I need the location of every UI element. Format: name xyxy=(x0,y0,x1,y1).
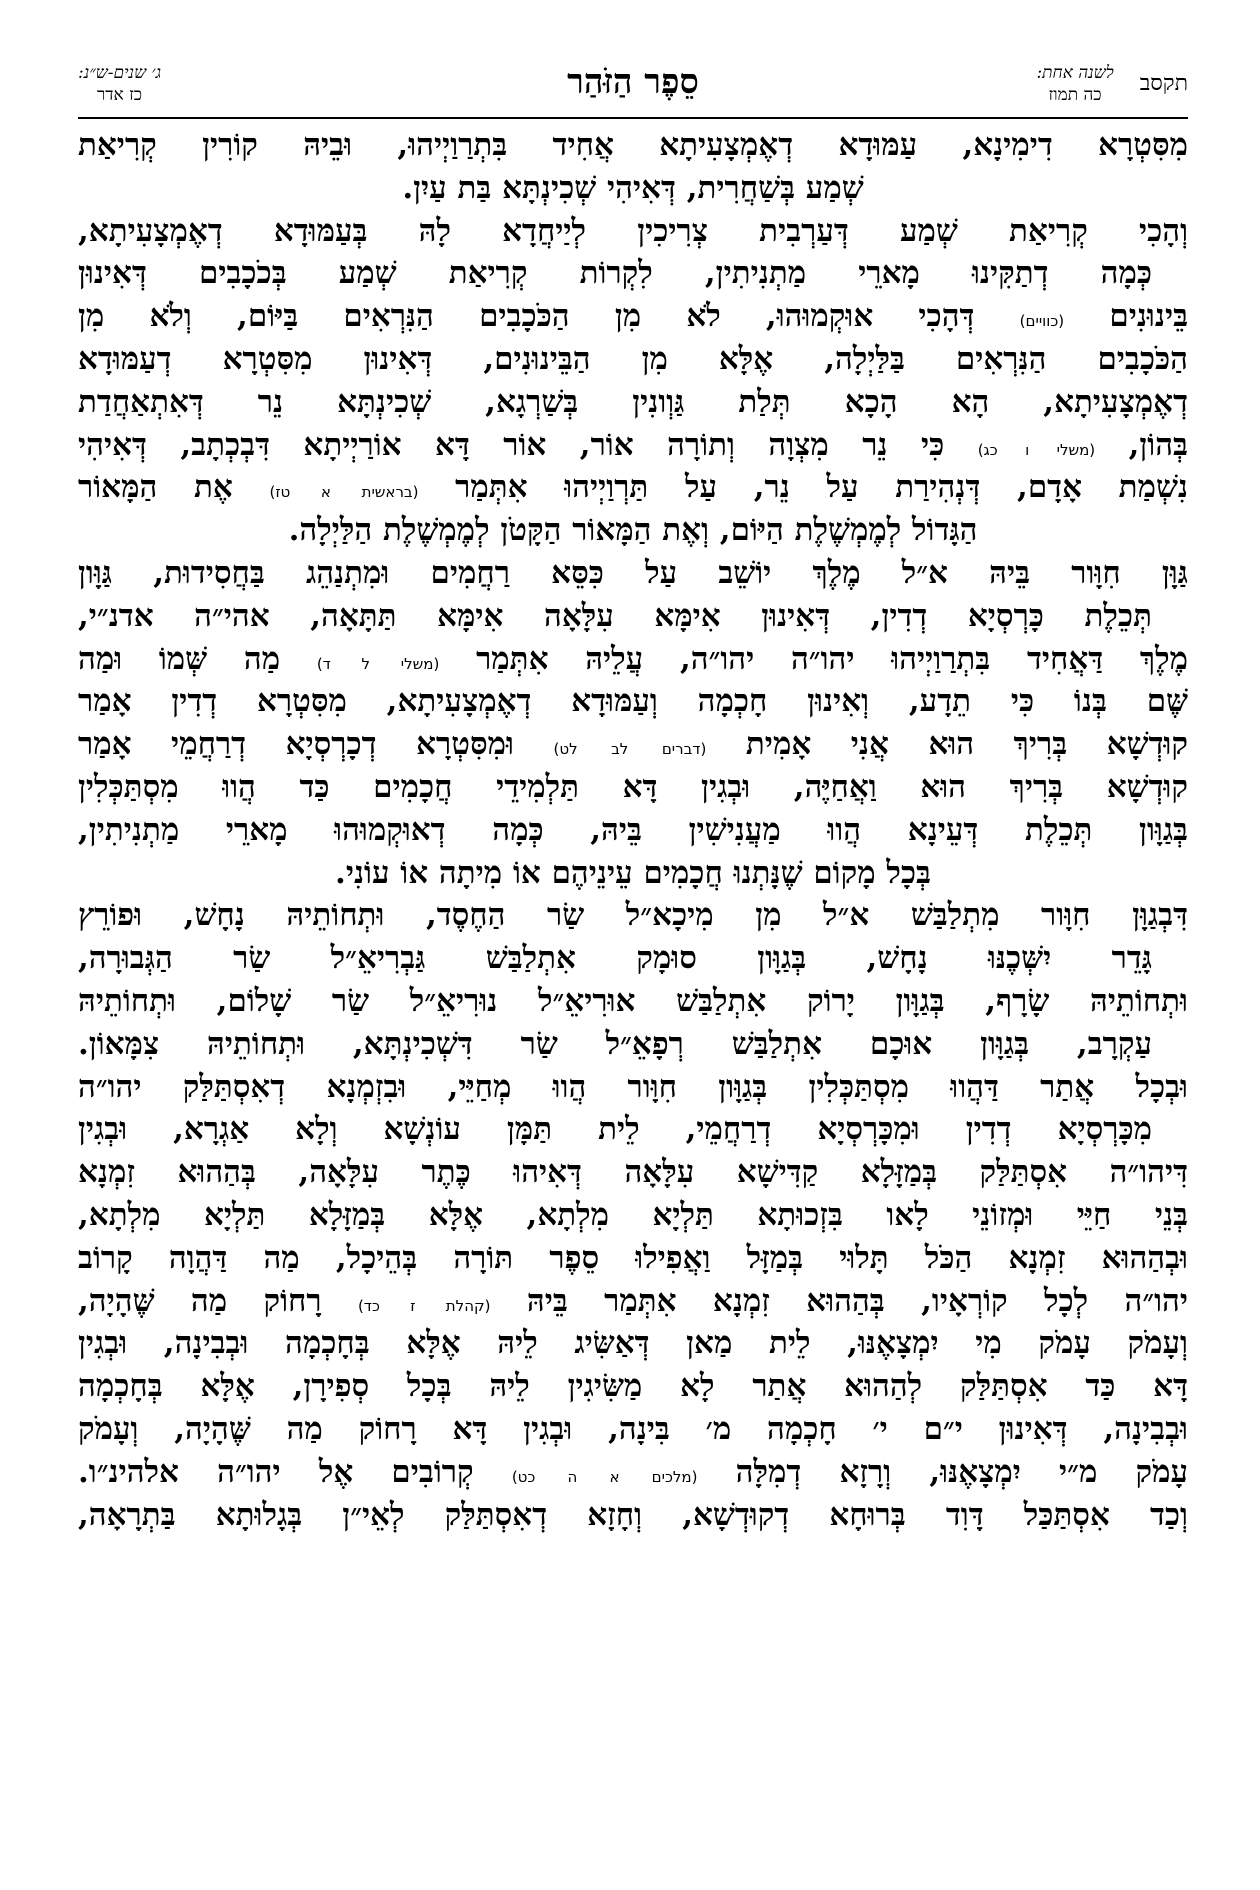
line-text: הַכֹּכָבִים הַנִּרְאִים בַּלַּיְלָה, אֶלָּא מִן הַבֵּינוּנִים, דְּאִינוּן מִסִּטְרָא דְעַמּוּדָא xyxy=(78,340,1188,377)
text-line xyxy=(78,1237,1188,1280)
page-header xyxy=(78,62,1188,120)
line-text: קְרוֹבִים אֶל יהו״ה אלהינ״ו. xyxy=(78,1453,474,1490)
text-line xyxy=(78,766,1188,809)
schedule-one-year-date: כה תמוז xyxy=(1048,85,1102,105)
text-line xyxy=(78,1066,1188,1109)
line-text: שֶּׁם בְּנוֹ כִּי תֵדָע, וְאִינוּן חָכְמָה וְעַמּוּדָא דְאֶמְצָעִיתָא, מִסִּטְרָא דְדִין אָמַר xyxy=(78,683,1188,720)
text-line xyxy=(78,1280,1188,1323)
line-text: חִוָּור מִתְלַבַּשׁ א״ל מִן מִיכָא״ל שַׂר הַחֶסֶד, וּתְחוֹתֵיהּ נָחָשׁ, וּפוֹרֵץ xyxy=(78,897,1091,934)
line-text: וְעָמֹק עָמֹק מִי יִמְצָאֶנּוּ, לֵית מַאן דְּאַשִּׂיג לֵיהּ אֶלָּא בְּחָכְמָה וּבְבִינָה, וּבְגִין xyxy=(78,1325,1188,1362)
reading-schedule-three-years xyxy=(78,62,161,106)
verse-reference: (משלי ל ד) xyxy=(316,654,440,673)
line-text: תְּכֵלֶת כָּרְסְיָא דְדִין, דְּאִינוּן אִימָּא עִלָּאָה אִימָּא תַּתָּאָה, אהי״ה אדנ״י, xyxy=(78,597,1152,634)
line-text: הַגָּדוֹל לְמֶמְשֶׁלֶת הַיּוֹם, וְאֶת הַמָּאוֹר הַקָּטֹן לְמֶמְשֶׁלֶת הַלַּיְלָה. xyxy=(288,512,978,549)
line-text: רָחוֹק מַה שֶּׁהָיָה, xyxy=(78,1282,322,1319)
line-text: קוּדְשָׁא בְּרִיךְ הוּא אֲנִי אָמִית xyxy=(745,726,1188,763)
verse-reference: (משלי ו כג) xyxy=(977,440,1096,459)
text-line xyxy=(78,852,1188,895)
line-text: קְרִיאַת שְׁמַע דְּעַרְבִית צְרִיכִין לְיַיחֲדָא לָהּ בְּעַמּוּדָא דְאֶמְצָעִיתָא, xyxy=(78,212,1088,249)
text-line xyxy=(78,424,1188,467)
text-line xyxy=(78,1408,1188,1451)
line-text: שְׁמַע בְּשַׁחֲרִית, דְּאִיהִי שְׁכִינְתָּא בַּת עַיִן. xyxy=(402,169,864,206)
line-text: דִּיהו״ה אִסְתַּלַּק בְּמַזָּלָא קַדִּישָׁא עִלָּאָה דְּאִיהוּ כֶּתֶר עִלָּאָה, בְּהַהוּא זִמְנָא xyxy=(78,1154,1188,1191)
line-text: וּתְחוֹתֵיהּ שָׂרָף, בְּגַוָּון יָרוֹק אִתְלַבַּשׁ אוּרִיאֵ״ל נוּרִיאֵ״ל שַׂר שָׁלוֹם, וּתְחוֹתֵיהּ xyxy=(78,982,1188,1019)
line-text: עַקְרָב, בְּגַוָּון אוּכָם אִתְלַבַּשׁ רְפָאֵ״ל שַׂר דִּשְׁכִינְתָּא, וּתְחוֹתֵיהּ צִמָּאוֹן. xyxy=(78,1025,1152,1062)
line-text: גָּדֵר יִשְּׁכֶנּוּ נָחָשׁ, בְּגַוָּון סוּמָק אִתְלַבַּשׁ גַּבְרִיאֵ״ל שַׂר הַגְּבוּרָה, xyxy=(78,940,1152,977)
line-text: מַה שְּׁמוֹ וּמַה xyxy=(78,640,281,677)
verse-reference: (כוויים) xyxy=(1019,312,1065,331)
text-line xyxy=(78,1151,1188,1194)
paragraph-lead-word: וְכַד xyxy=(1150,1496,1188,1533)
line-text: בְּנֵי חַיֵּי וּמְזוֹנֵי לָאו בִּזְכוּתָא תַּלְיָא מִלְתָא, אֶלָּא בְּמַזָּלָא תַּלְיָא מִלְתָא, xyxy=(78,1196,1188,1233)
header-right xyxy=(1036,62,1188,106)
text-line xyxy=(78,252,1188,295)
text-line xyxy=(78,210,1188,253)
line-text: דָּא כַּד אִסְתַּלַּק לְהַהוּא אֲתַר לָא מַשִּׂיגִין לֵיהּ בְּכָל סְפִירָן, אֶלָּא בְּחָכְמָה xyxy=(78,1368,1188,1405)
schedule-one-year-label: לשנה אחת: xyxy=(1036,63,1114,83)
paragraph-lead-word: וְהָכִי xyxy=(1138,212,1188,249)
text-line xyxy=(78,1365,1188,1408)
line-text: אִסְתַּכַּל דָּוִד בְּרוּחָא דְקוּדְשָׁא, וְחָזָא דְאִסְתַּלַּק לְאֵי״ן בְּגָלוּתָא בַּתְרָאָה, xyxy=(78,1496,1110,1533)
line-text: נִשְׁמַת אָדָם, דְּנְהִירַת עַל נֵר, עַל תַּרְוַיְיהוּ אִתְּמַר xyxy=(455,469,1188,506)
line-text: מִכָּרְסְיָא דְדִין וּמִכָּרְסְיָא דְרַחֲמֵי, לֵית תַּמָּן עוֹנְשָׁא וְלָא אַגְרָא, וּבְגִין xyxy=(78,1111,1152,1148)
line-text: כְּמָה דְתַקִּינוּ מָארֵי מַתְנִיתִין, לִקְרוֹת קְרִיאַת שְׁמַע בְּכֹכָבִים דְּאִינוּן xyxy=(78,255,1152,292)
text-line xyxy=(78,638,1188,681)
paragraph-lead-word: דִּבְגַוָּן xyxy=(1132,897,1188,934)
text-line xyxy=(78,937,1188,980)
text-line xyxy=(78,680,1188,723)
text-line xyxy=(78,552,1188,595)
line-text: בְּהוֹן, xyxy=(1128,426,1188,463)
paragraph-lead-word: וּבְכָל xyxy=(1135,1068,1188,1105)
text-line xyxy=(78,1322,1188,1365)
text-line xyxy=(78,1023,1188,1066)
line-text: כִּי נֵר מִצְוָה וְתוֹרָה אוֹר, אוֹר דָּא אוֹרַיְיתָא דִּבְכְתָב, דְּאִיהִי xyxy=(78,426,945,463)
text-body xyxy=(78,124,1188,1536)
line-text: דְאֶמְצָעִיתָא, הָא הָכָא תְּלַת גַּוְונִין בְּשַׁרְגָא, שְׁכִינְתָּא נֵר דְּאִתְאַחֲדַת xyxy=(78,383,1188,420)
text-line xyxy=(78,1494,1188,1537)
page-number: תקסב xyxy=(1139,71,1188,96)
line-text: וּמִסִּטְרָא דְכָרְסְיָא דְרַחֲמֵי אָמַר xyxy=(78,726,514,763)
text-line xyxy=(78,894,1188,937)
verse-reference: (דברים לב לט) xyxy=(553,740,707,759)
text-line xyxy=(78,466,1188,509)
line-text: בְּכָל מָקוֹם שֶׁנָּתְנוּ חֲכָמִים עֵינֵיהֶם אוֹ מִיתָה אוֹ עוֹנִי. xyxy=(335,854,931,891)
header-divider xyxy=(78,117,1188,119)
text-line xyxy=(78,381,1188,424)
line-text: וּבְבִינָה, דְּאִינוּן י״ם י׳ חָכְמָה מ׳ בִּינָה, וּבְגִין דָּא רָחוֹק מַה שֶּׁהָיָה, וְעָמֹק xyxy=(78,1410,1188,1447)
line-text: בְּגַוָּון תְּכֵלֶת דְּעֵינָא הֲווּ מַעֲנִישִׁין בֵּיהּ, כְּמָה דְאוּקְמוּהוּ מָארֵי מַתְנִיתִין, xyxy=(78,811,1188,848)
text-line xyxy=(78,338,1188,381)
verse-reference: (בראשית א טז) xyxy=(269,483,419,502)
line-text: עָמֹק מ״י יִמְצָאֶנּוּ, וְרָזָא דְמִלָּה xyxy=(735,1453,1188,1490)
schedule-three-years-date: כז אדר xyxy=(96,85,143,105)
book-title: סֵפֶר הַזֹּהַר xyxy=(567,62,699,102)
line-text: יהו״ה לְכָל קוֹרְאָיו, בְּהַהוּא זִמְנָא אִתְּמַר בֵּיהּ xyxy=(526,1282,1188,1319)
verse-reference: (קהלת ז כד) xyxy=(357,1296,491,1315)
line-text: בֵּינוּנִים xyxy=(1109,298,1188,335)
line-text: מִסִּטְרָא דִימִינָא, עַמּוּדָא דְאֶמְצָעִיתָא אֲחִיד בִּתְרַוַיְיהוּ, וּבֵיהּ קוֹרִין קְרִיאַת xyxy=(78,127,1188,163)
text-line xyxy=(78,1194,1188,1237)
text-line xyxy=(78,124,1188,167)
text-line xyxy=(78,809,1188,852)
line-text: אֶת הַמָּאוֹר xyxy=(78,469,233,506)
text-line xyxy=(78,167,1188,210)
text-line xyxy=(78,980,1188,1023)
text-line xyxy=(78,723,1188,766)
line-text: וּבְהַהוּא זִמְנָא הַכֹּל תָּלוּי בְּמַזָּל וַאֲפִילוּ סֵפֶר תּוֹרָה בְּהֵיכָל, מַה דַּהֲוָה קָרוֹב xyxy=(78,1239,1188,1276)
reading-schedule-one-year xyxy=(1036,62,1113,106)
line-text: אֲתַר דַּהֲווּ מִסְתַּכְּלִין בְּגַוָּון חִוָּור הֲווּ מְחַיֵּי, וּבִזְמְנָא דְאִסְתַּלַּק יהו״ה xyxy=(78,1068,1095,1105)
text-line xyxy=(78,1451,1188,1494)
line-text: מֶלֶךְ דַּאֲחִיד בִּתְרַוַיְיהוּ יהו״ה יהו״ה, עֲלֵיהּ אִתְּמַר xyxy=(476,640,1188,677)
verse-reference: (מלכים א ה כט) xyxy=(511,1467,698,1486)
line-text: דְּהָכִי אוּקְמוּהוּ, לֹא מִן הַכֹּכָבִים הַנִּרְאִים בַּיּוֹם, וְלֹא מִן xyxy=(78,298,975,335)
text-line xyxy=(78,509,1188,552)
text-line xyxy=(78,595,1188,638)
schedule-three-years-label: ג׳ שנים-ש״נ: xyxy=(78,63,162,83)
text-line xyxy=(78,295,1188,338)
line-text: קוּדְשָׁא בְּרִיךְ הוּא וַאֲחַיֶּה, וּבְגִין דָּא תַּלְמִידֵי חֲכָמִים כַּד הֲווּ מִסְתַּכְּלִין xyxy=(78,768,1188,805)
paragraph-lead-word: גַּוָּן xyxy=(1161,554,1188,591)
line-text: חִוָּור בֵּיהּ א״ל מֶלֶךְ יוֹשֵׁב עַל כִּסֵּא רַחֲמִים וּמִתְנַהֵג בַּחֲסִידוּת, גַּוָּון xyxy=(78,554,1121,591)
text-line xyxy=(78,1108,1188,1151)
